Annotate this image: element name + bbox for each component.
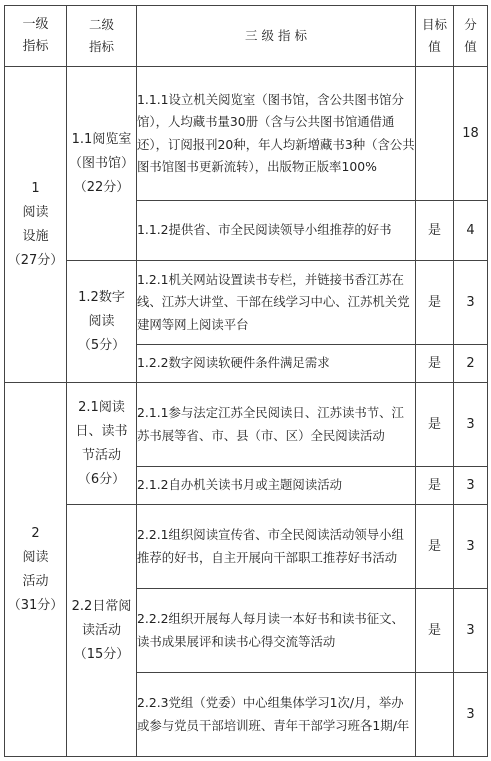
level3-cell: 2.1.2自办机关读书月或主题阅读活动 (137, 467, 416, 505)
target-cell: 是 (416, 505, 454, 589)
level3-cell: 1.2.1机关网站设置读书专栏，并链接书香江苏在线、江苏大讲堂、干部在线学习中心、江苏机关党建网等网上阅读平台 (137, 261, 416, 345)
level1-cell: 1 阅读 设施 （27分） (5, 67, 67, 383)
score-cell: 3 (454, 589, 488, 673)
score-cell: 3 (454, 383, 488, 467)
score-cell: 3 (454, 467, 488, 505)
table-row (5, 261, 488, 345)
level1-cell: 2 阅读 活动 （31分） (5, 383, 67, 757)
table-row (5, 67, 488, 201)
target-cell: 是 (416, 589, 454, 673)
score-cell: 3 (454, 261, 488, 345)
score-cell: 3 (454, 673, 488, 757)
level2-cell: 1.2数字 阅读 （5分） (67, 261, 137, 383)
level2-cell: 1.1阅览室 （图书馆） （22分） (67, 67, 137, 261)
level3-cell: 1.2.2数字阅读软硬件条件满足需求 (137, 345, 416, 383)
table-row (5, 505, 488, 589)
level3-cell: 2.2.3党组（党委）中心组集体学习1次/月，举办或参与党员干部培训班、青年干部学习班各1期/年 (137, 673, 416, 757)
level3-cell: 2.2.2组织开展每人每月读一本好书和读书征文、读书成果展评和读书心得交流等活动 (137, 589, 416, 673)
target-cell: 是 (416, 261, 454, 345)
target-cell (416, 67, 454, 201)
score-cell: 4 (454, 201, 488, 261)
score-cell: 18 (454, 67, 488, 201)
target-cell: 是 (416, 467, 454, 505)
target-cell: 是 (416, 201, 454, 261)
table-header-row (5, 6, 488, 67)
header-score: 分 值 (454, 6, 488, 67)
target-cell: 是 (416, 383, 454, 467)
target-cell (416, 673, 454, 757)
target-cell: 是 (416, 345, 454, 383)
level2-cell: 2.1阅读 日、读书 节活动 （6分） (67, 383, 137, 505)
level3-cell: 1.1.2提供省、市全民阅读领导小组推荐的好书 (137, 201, 416, 261)
header-level2: 二级 指标 (67, 6, 137, 67)
level3-cell: 2.2.1组织阅读宣传省、市全民阅读活动领导小组推荐的好书，自主开展向干部职工推荐好书活动 (137, 505, 416, 589)
score-cell: 3 (454, 505, 488, 589)
level2-cell: 2.2日常阅 读活动 （15分） (67, 505, 137, 757)
level3-cell: 2.1.1参与法定江苏全民阅读日、江苏读书节、江苏书展等省、市、县（市、区）全民阅读活动 (137, 383, 416, 467)
header-target: 目标 值 (416, 6, 454, 67)
table-row (5, 383, 488, 467)
header-level1: 一级 指标 (5, 6, 67, 67)
header-level3: 三 级 指 标 (137, 6, 416, 67)
level3-cell: 1.1.1设立机关阅览室（图书馆，含公共图书馆分馆），人均藏书量30册（含与公共图书馆通借通还），订阅报刊20种，年人均新增藏书3种（含公共图书馆图书更新流转），出版物正版率100% (137, 67, 416, 201)
score-cell: 2 (454, 345, 488, 383)
evaluation-index-table (4, 5, 488, 757)
